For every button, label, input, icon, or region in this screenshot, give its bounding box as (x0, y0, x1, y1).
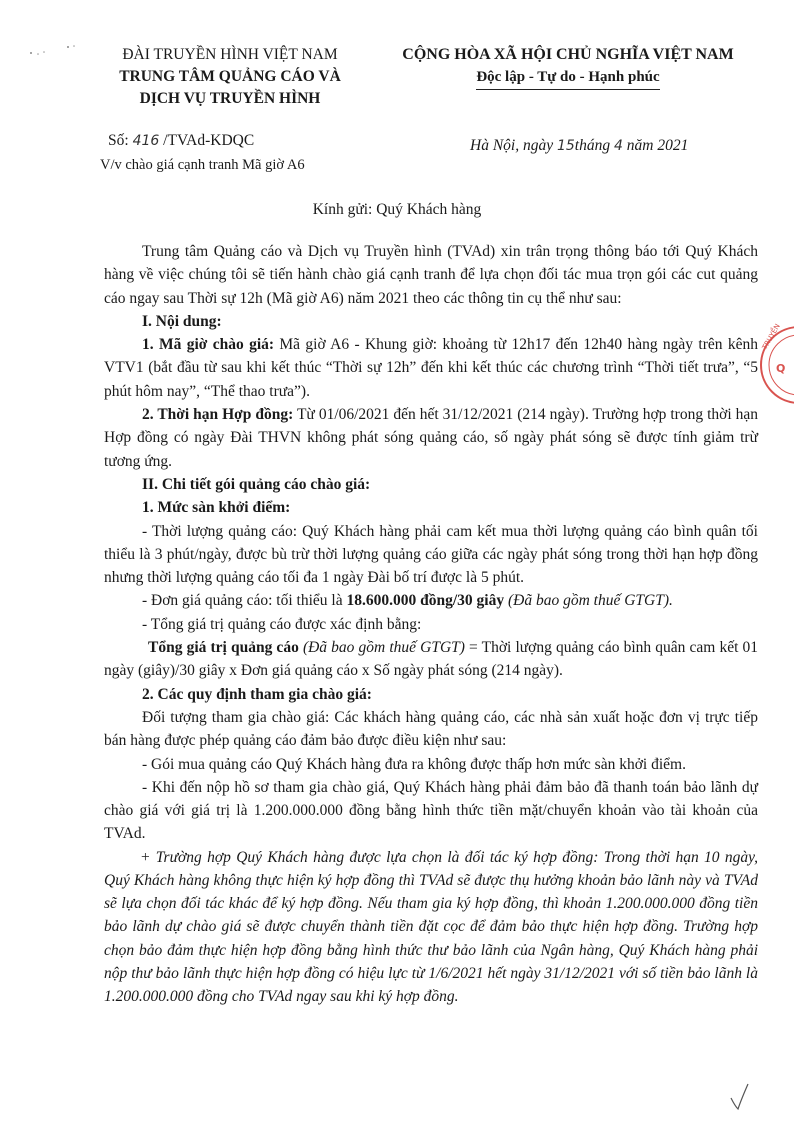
total-intro: - Tổng giá trị quảng cáo được xác định bằng: (142, 615, 422, 633)
issuer-org-line1: TRUNG TÂM QUẢNG CÁO VÀ (119, 68, 341, 85)
issuer-parent-org: ĐÀI TRUYỀN HÌNH VIỆT NAM (122, 46, 338, 63)
check-mark-icon (728, 1080, 752, 1112)
national-motto: Độc lập - Tự do - Hạnh phúc (476, 66, 659, 90)
date-line: Hà Nội, ngày 15tháng 4 năm 2021 (470, 137, 689, 154)
section-2-sub-2-title: 2. Các quy định tham gia chào giá: (142, 685, 372, 703)
svg-text:TRUYỀN: TRUYỀN (760, 322, 782, 351)
red-stamp-icon (754, 320, 794, 410)
duration-paragraph: - Thời lượng quảng cáo: Quý Khách hàng phải cam kết mua thời lượng quảng cáo bình quân tối thiểu là 3 phút/ngày, được bù trừ thời lượng quảng cáo giữa các ngày phát sóng trong thời hạn hợp đồng nhưng thời lượng quảng cáo tối đa 1 ngày Đài bố trí được là 5 phút. (104, 522, 758, 587)
case-paragraph: + Trường hợp Quý Khách hàng được lựa chọn là đối tác ký hợp đồng: Trong thời hạn 10 ngày, Quý Khách hàng không thực hiện ký hợp đồng thì TVAd sẽ được thụ hưởng khoản bảo lãnh này và TVAd sẽ lựa chọn đối tác khác để ký hợp đồng. Nếu tham gia ký hợp đồng, thì khoản 1.200.000.000 đồng tiền bảo lãnh dự chào giá sẽ được chuyển thành tiền đặt cọc để đảm bảo thực hiện hợp đồng. Trường hợp chọn bảo đảm thực hiện hợp đồng bằng hình thức thư bảo lãnh của Ngân hàng, Quý Khách hàng phải nộp thư bảo lãnh thực hiện hợp đồng có hiệu lực từ 1/6/2021 hết ngày 31/12/2021 với số tiền bảo lãnh là 1.200.000.000 đồng cho TVAd ngay sau khi ký hợp đồng. (104, 848, 758, 1005)
intro-paragraph: Trung tâm Quảng cáo và Dịch vụ Truyền hình (TVAd) xin trân trọng thông báo tới Quý Khách hàng về việc chúng tôi sẽ tiến hành chào giá cạnh tranh để lựa chọn đối tác mua trọn gói các cut quảng cáo ngay sau Thời sự 12h (Mã giờ A6) năm 2021 theo các thông tin cụ thể như sau: (104, 243, 758, 307)
section-1-title: I. Nội dung: (142, 312, 222, 330)
formula-paragraph: Tổng giá trị quảng cáo (Đã bao gồm thuế GTGT) = Thời lượng quảng cáo bình quân cam kết 01 ngày (giây)/30 giây x Đơn giá quảng cáo x Số ngày phát sóng (214 ngày). (104, 639, 759, 680)
national-header (378, 44, 758, 90)
scan-mark-icon (28, 44, 78, 58)
svg-text:Q: Q (776, 362, 786, 375)
national-title: CỘNG HÒA XÃ HỘI CHỦ NGHĨA VIỆT NAM (402, 46, 734, 63)
handwritten-day: 15 (556, 138, 575, 154)
issuer-org-line2: DỊCH VỤ TRUYỀN HÌNH (139, 90, 321, 107)
price-paragraph: - Đơn giá quảng cáo: tối thiểu là 18.600.000 đồng/30 giây (Đã bao gồm thuế GTGT). (142, 592, 673, 610)
handwritten-month: 4 (613, 138, 623, 154)
handwritten-number: 416 (132, 133, 160, 149)
document-subject: V/v chào giá cạnh tranh Mã giờ A6 (100, 157, 305, 173)
section-1-item-2: 2. Thời hạn Hợp đồng: Từ 01/06/2021 đến hết 31/12/2021 (214 ngày). Trường hợp trong thời hạn Hợp đồng có ngày Đài THVN không phát sóng quảng cáo, số ngày phát sóng sẽ được tính giảm trừ tương ứng. (104, 406, 758, 470)
document-number: Số: 416 /TVAd-KDQC (108, 132, 255, 149)
section-1-item-1: 1. Mã giờ chào giá: Mã giờ A6 - Khung giờ: khoảng từ 12h17 đến 12h40 hàng ngày trên kênh VTV1 (bắt đầu từ sau khi kết thúc “Thời sự 12h” đến khi kết thúc các chương trình “Thời tiết trưa”, “5 phút hôm nay”, “Thể thao trưa”). (104, 336, 758, 400)
rule-2: - Khi đến nộp hồ sơ tham gia chào giá, Quý Khách hàng phải đảm bảo đã thanh toán bảo lãnh dự chào giá với giá trị là 1.200.000.000 đồng bằng hình thức tiền mặt/chuyển khoản vào tài khoản của TVAd. (104, 778, 758, 843)
section-2-sub-1-title: 1. Mức sàn khởi điểm: (142, 499, 291, 517)
participants-paragraph: Đối tượng tham gia chào giá: Các khách hàng quảng cáo, các nhà sản xuất hoặc đơn vị trực tiếp bán hàng được phép quảng cáo đảm bảo được điều kiện như sau: (104, 708, 758, 750)
issuer-header (100, 44, 360, 110)
section-2-title: II. Chi tiết gói quảng cáo chào giá: (142, 475, 371, 493)
document-body (104, 240, 758, 1008)
greeting: Kính gửi: Quý Khách hàng (312, 201, 482, 218)
rule-1: - Gói mua quảng cáo Quý Khách hàng đưa ra không được thấp hơn mức sàn khởi điểm. (142, 755, 686, 773)
